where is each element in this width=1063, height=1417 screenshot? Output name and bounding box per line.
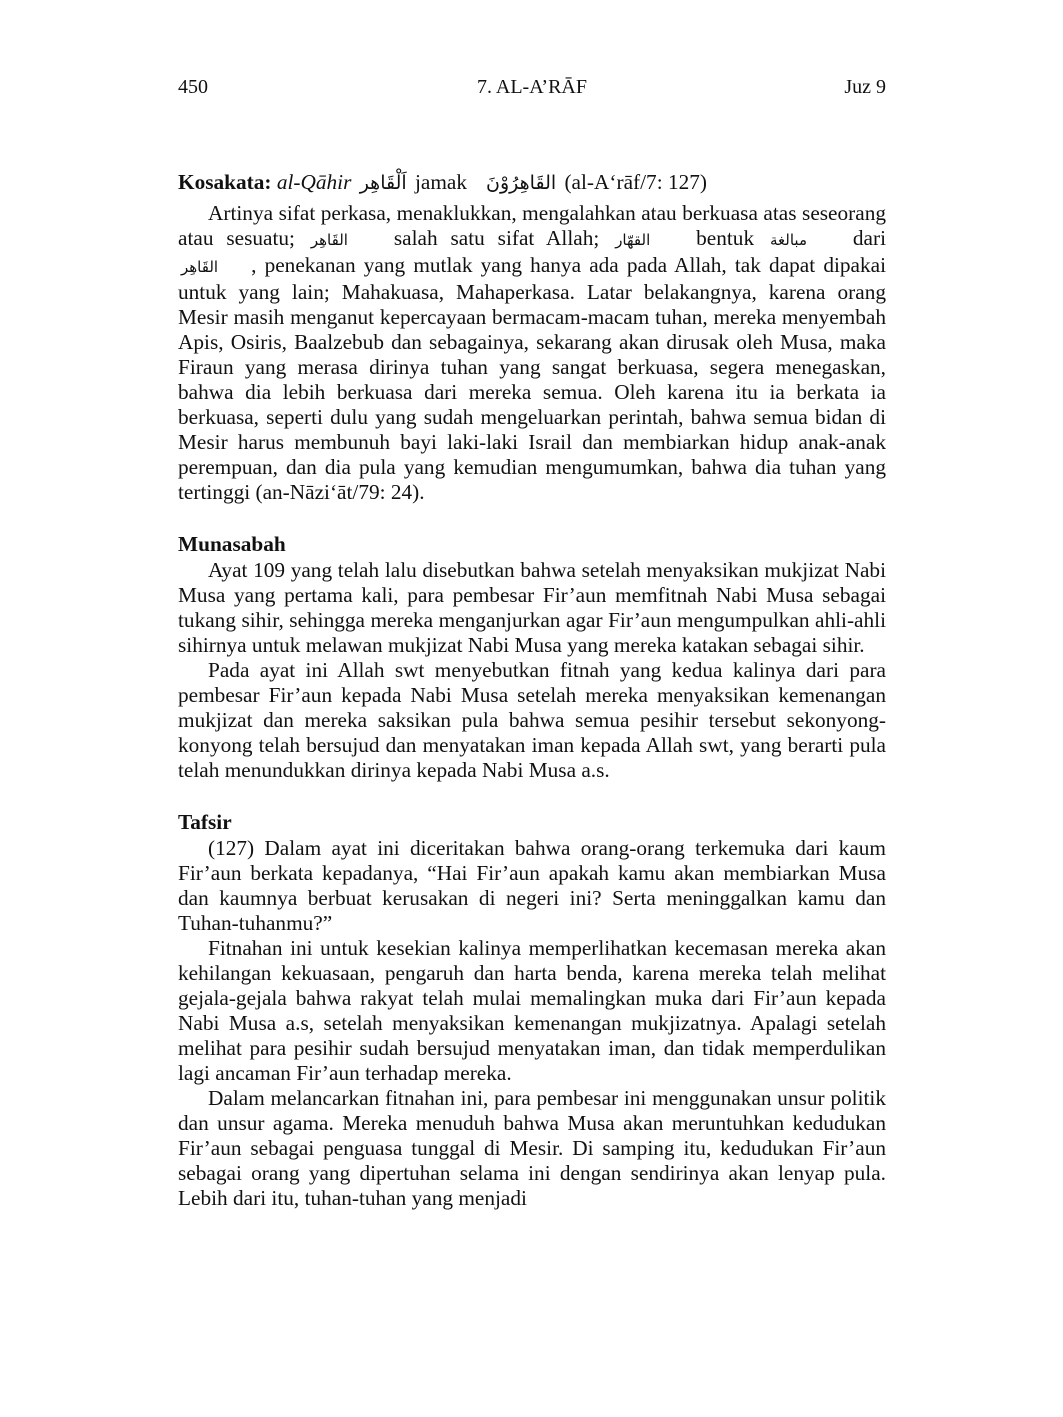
- definition-text-1: Artinya sifat perkasa, menaklukkan, mengalahkan atau berkuasa atas seseorang atau sesuatu;: [178, 201, 886, 250]
- page-header: [178, 76, 886, 106]
- definition-text-2: salah satu sifat Allah;: [393, 226, 600, 250]
- page-body: [178, 168, 886, 1211]
- kosakata-label: Kosakata:: [178, 170, 272, 194]
- munasabah-paragraph-1: Ayat 109 yang telah lalu disebutkan bahwa setelah menyaksikan mukjizat Nabi Musa yang pertama kali, para pembesar Fir’aun memfitnah Nabi Musa sebagai tukang sihir, sehingga mereka menganjurkan agar Fir’aun mengumpulkan ahli-ahli sihirnya untuk melawan mukjizat Nabi Musa yang mereka katakan sebagai sihir.: [178, 558, 886, 657]
- kosakata-term: al-Qāhir: [276, 170, 352, 194]
- tafsir-paragraph-3: Dalam melancarkan fitnahan ini, para pembesar ini menggunakan unsur politik dan unsur agama. Mereka menuduh bahwa Musa akan meruntuhkan kedudukan Fir’aun sebagai penguasa tunggal di Mesir. Di samping itu, kedudukan Fir’aun sebagai orang yang dipertuhan selama ini dengan sendirinya akan lenyap pula. Lebih dari itu, tuhan-tuhan yang menjadi: [178, 1086, 886, 1210]
- munasabah-heading: Munasabah: [178, 532, 286, 556]
- tafsir-paragraph-2: Fitnahan ini untuk kesekian kalinya memperlihatkan kecemasan mereka akan kehilangan kekuasaan, pengaruh dan harta benda, karena mereka telah melihat gejala-gejala bahwa rakyat telah mulai memalingkan muka dari Fir’aun kepada Nabi Musa a.s, setelah menyaksikan kemenangan mukjizatnya. Apalagi setelah melihat para pesihir sudah bersujud menyatakan iman, dan tidak memperdulikan lagi ancaman Fir’aun terhadap mereka.: [178, 936, 886, 1085]
- plural-word: jamak: [415, 170, 468, 194]
- kosakata-reference: (al-A‘rāf/7: 127): [564, 170, 707, 194]
- tafsir-paragraph-1: (127) Dalam ayat ini diceritakan bahwa orang-orang terkemuka dari kaum Fir’aun berkata kepadanya, “Hai Fir’aun apakah kamu akan membiarkan Musa dan kaumnya berbuat kerusakan di negeri ini? Serta meninggalkan kamu dan Tuhan-tuhanmu?”: [178, 836, 886, 935]
- arabic-qahir-2: القَاهِر: [181, 258, 219, 276]
- chapter-title: 7. AL-A’RĀF: [476, 76, 587, 98]
- munasabah-paragraph-2: Pada ayat ini Allah swt menyebutkan fitnah yang kedua kalinya dari para pembesar Fir’aun kepada Nabi Musa setelah mereka menyaksikan kemenangan mukjizat dan mereka saksikan pula bahwa semua pesihir tersebut sekonyong-konyong telah bersujud dan menyatakan iman kepada Allah swt, yang berarti pula telah menundukkan dirinya kepada Nabi Musa a.s.: [178, 658, 886, 782]
- juz-label: Juz 9: [844, 76, 886, 98]
- arabic-plural: القَاهِرُوْنَ: [486, 172, 557, 194]
- tafsir-heading: Tafsir: [178, 810, 232, 834]
- definition-text-3: bentuk: [696, 226, 755, 250]
- definition-text-4: dari: [852, 226, 886, 250]
- arabic-qahhar: القهّار: [615, 231, 651, 249]
- kosakata-definition: [178, 201, 886, 505]
- definition-text-5: , penekanan yang mutlak yang hanya ada pada Allah, tak dapat dipakai untuk yang lain; Mahakuasa, Mahaperkasa. Latar belakangnya, karena orang Mesir masih menganut kepercayaan bermacam-macam tuhan, mereka menyembah Apis, Osiris, Baalzebub dan sebagainya, sekarang akan dirusak oleh Musa, maka Firaun yang merasa dirinya tuhan yang sangat berkuasa, segera menegaskan, bahwa dia lebih berkuasa dari mereka semua. Oleh karena itu ia berkata ia berkuasa, seperti dulu yang sudah mengeluarkan perintah, bahwa semua bidan di Mesir harus membunuh bayi laki-laki Israil dan membiarkan hidup anak-anak perempuan, dan dia pula yang kemudian mengumumkan, bahwa dia tuhan yang tertinggi (an-Nāzi‘āt/79: 24).: [178, 253, 886, 504]
- arabic-qahir: القَاهِر: [310, 231, 348, 249]
- page-number: 450: [178, 76, 208, 98]
- kosakata-heading: [178, 168, 886, 197]
- arabic-term: اَلْقَاهِر: [359, 172, 407, 194]
- arabic-mubalagha: مبالغة: [770, 231, 807, 249]
